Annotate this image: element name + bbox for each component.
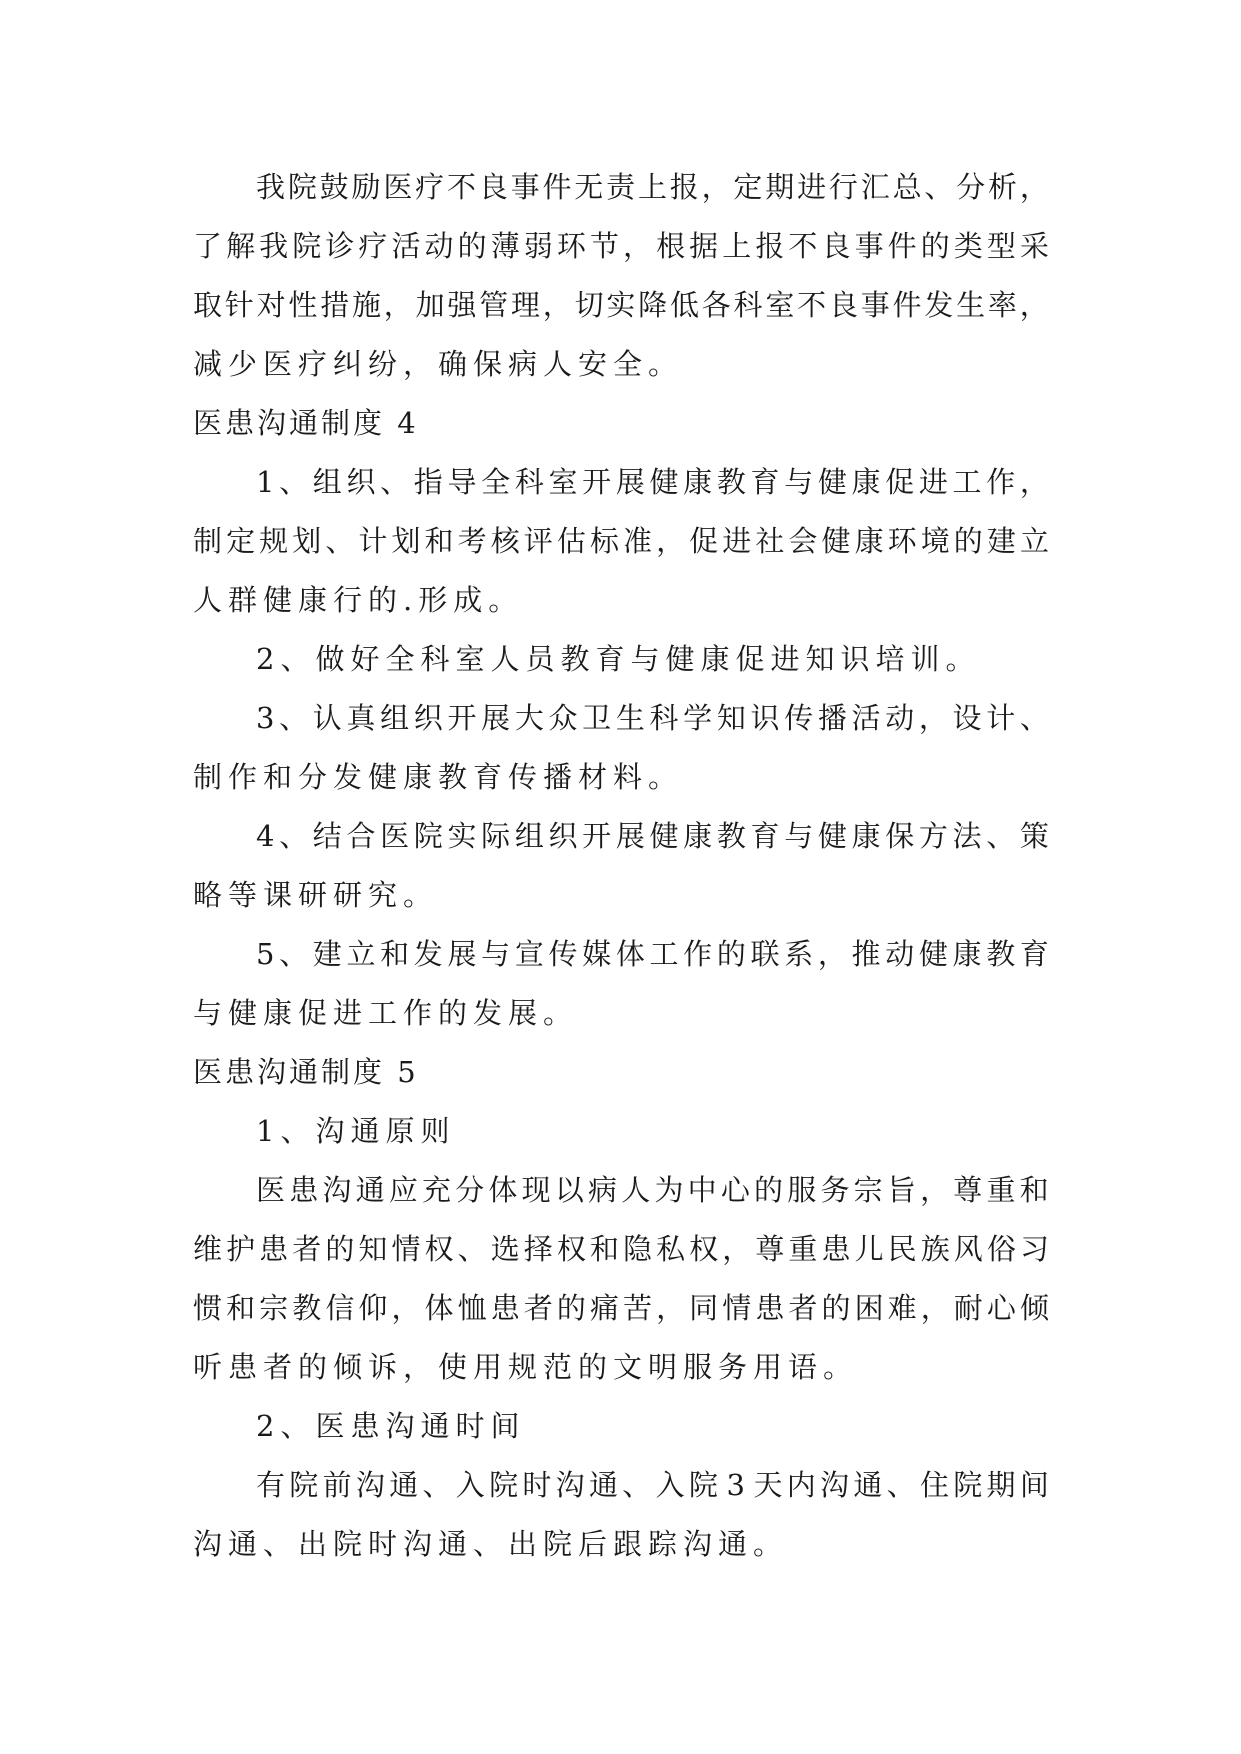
paragraph-line: 沟通、出院时沟通、出院后跟踪沟通。: [193, 1527, 789, 1561]
paragraph-line: 4 、 结 合 医 院 实 际 组 织 开 展 健 康 教 育 与 健 康 保 方 法 、 策: [256, 819, 1049, 853]
paragraph-line: 惯 和 宗 教 信 仰 ， 体 恤 患 者 的 痛 苦 ， 同 情 患 者 的 困 难 ， 耐 心 倾: [193, 1291, 1049, 1325]
paragraph-line: 取 针 对 性 措 施 ， 加 强 管 理 ， 切 实 降 低 各 科 室 不 良 事 件 发 生 率 ，: [193, 288, 1049, 322]
paragraph-line: 制作和分发健康教育传播材料。: [193, 760, 684, 794]
paragraph-line: 略等课研研究。: [193, 878, 439, 912]
paragraph-line: 5 、 建 立 和 发 展 与 宣 传 媒 体 工 作 的 联 系 ， 推 动 健 康 教 育: [256, 937, 1049, 971]
paragraph-line: 2、做好全科室人员教育与健康促进知识培训。: [256, 642, 981, 676]
subsection-title: 1、沟通原则: [256, 1114, 456, 1148]
paragraph-line: 人群健康行的.形成。: [193, 583, 524, 617]
paragraph-line: 有 院 前 沟 通 、 入 院 时 沟 通 、 入 院 3 天 内 沟 通 、 住 院 期 间: [256, 1468, 1049, 1502]
paragraph-line: 医 患 沟 通 应 充 分 体 现 以 病 人 为 中 心 的 服 务 宗 旨 ， 尊 重 和: [256, 1173, 1049, 1207]
document-page: [193, 158, 1049, 1574]
section-heading: 医患沟通制度 4: [193, 406, 419, 440]
subsection-title: 2、医患沟通时间: [256, 1409, 526, 1443]
paragraph-line: 1 、 组 织 、 指 导 全 科 室 开 展 健 康 教 育 与 健 康 促 进 工 作 ，: [256, 465, 1049, 499]
paragraph-line: 与健康促进工作的发展。: [193, 996, 579, 1030]
paragraph-line: 制 定 规 划 、 计 划 和 考 核 评 估 标 准 ， 促 进 社 会 健 康 环 境 的 建 立: [193, 524, 1049, 558]
section-heading: 医患沟通制度 5: [193, 1055, 419, 1089]
paragraph-line: 了 解 我 院 诊 疗 活 动 的 薄 弱 环 节 ， 根 据 上 报 不 良 事 件 的 类 型 采: [193, 229, 1049, 263]
paragraph-line: 减少医疗纠纷，确保病人安全。: [193, 347, 684, 381]
paragraph-line: 听患者的倾诉，使用规范的文明服务用语。: [193, 1350, 859, 1384]
paragraph-line: 3 、 认 真 组 织 开 展 大 众 卫 生 科 学 知 识 传 播 活 动 ， 设 计 、: [256, 701, 1049, 735]
paragraph-line: 我 院 鼓 励 医 疗 不 良 事 件 无 责 上 报 ， 定 期 进 行 汇 总 、 分 析 ，: [256, 170, 1049, 204]
paragraph-line: 维 护 患 者 的 知 情 权 、 选 择 权 和 隐 私 权 ， 尊 重 患 儿 民 族 风 俗 习: [193, 1232, 1049, 1266]
